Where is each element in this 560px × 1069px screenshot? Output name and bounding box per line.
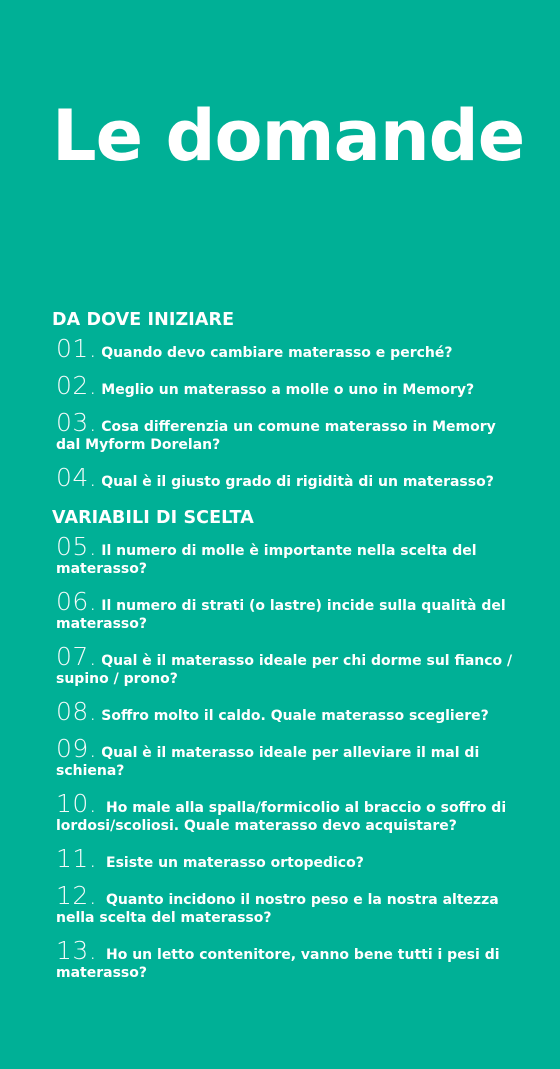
section-heading: DA DOVE INIZIARE <box>52 310 235 330</box>
question-item-07[interactable] <box>52 642 522 688</box>
question-number: 06. <box>56 587 98 616</box>
question-number: 08. <box>56 697 98 726</box>
page-title: Le domande <box>52 95 525 177</box>
question-item-03[interactable] <box>52 408 522 454</box>
section-da-dove-iniziare <box>52 308 522 491</box>
question-text: Esiste un materasso ortopedico? <box>106 855 364 871</box>
question-text: Qual è il materasso ideale per chi dorme sul fianco / supino / prono? <box>56 653 513 687</box>
question-item-08[interactable] <box>52 697 522 726</box>
question-item-02[interactable] <box>52 371 522 400</box>
question-number: 01. <box>56 334 98 363</box>
question-number: 07. <box>56 642 98 671</box>
question-text: Ho un letto contenitore, vanno bene tutti i pesi di materasso? <box>56 947 500 981</box>
question-item-13[interactable] <box>52 936 522 982</box>
section-heading: VARIABILI DI SCELTA <box>52 508 254 528</box>
question-item-11[interactable] <box>52 844 522 873</box>
question-number: 10. <box>56 789 98 818</box>
question-item-05[interactable] <box>52 532 522 578</box>
question-number: 12. <box>56 881 98 910</box>
question-text: Qual è il materasso ideale per alleviare il mal di schiena? <box>56 745 480 779</box>
question-text: Meglio un materasso a molle o uno in Memory? <box>101 382 475 398</box>
question-number: 03. <box>56 408 98 437</box>
question-number: 13. <box>56 936 98 965</box>
question-text: Il numero di molle è importante nella scelta del materasso? <box>56 543 477 577</box>
question-text: Quanto incidono il nostro peso e la nostra altezza nella scelta del materasso? <box>56 892 499 926</box>
question-number: 02. <box>56 371 98 400</box>
question-number: 11. <box>56 844 98 873</box>
question-list <box>52 308 522 997</box>
section-variabili-di-scelta <box>52 506 522 982</box>
question-item-06[interactable] <box>52 587 522 633</box>
question-number: 04. <box>56 463 98 492</box>
question-item-10[interactable] <box>52 789 522 835</box>
question-number: 09. <box>56 734 98 763</box>
question-text: Qual è il giusto grado di rigidità di un materasso? <box>101 474 494 490</box>
question-text: Cosa differenzia un comune materasso in Memory dal Myform Dorelan? <box>56 419 496 453</box>
question-text: Il numero di strati (o lastre) incide sulla qualità del materasso? <box>56 598 506 632</box>
question-text: Ho male alla spalla/formicolio al braccio o soffro di lordosi/scoliosi. Quale materasso devo acquistare? <box>56 800 507 834</box>
question-item-04[interactable] <box>52 463 522 492</box>
question-text: Quando devo cambiare materasso e perché? <box>101 345 453 361</box>
question-number: 05. <box>56 532 98 561</box>
question-text: Soffro molto il caldo. Quale materasso scegliere? <box>101 708 489 724</box>
question-item-09[interactable] <box>52 734 522 780</box>
question-item-12[interactable] <box>52 881 522 927</box>
question-item-01[interactable] <box>52 334 522 363</box>
